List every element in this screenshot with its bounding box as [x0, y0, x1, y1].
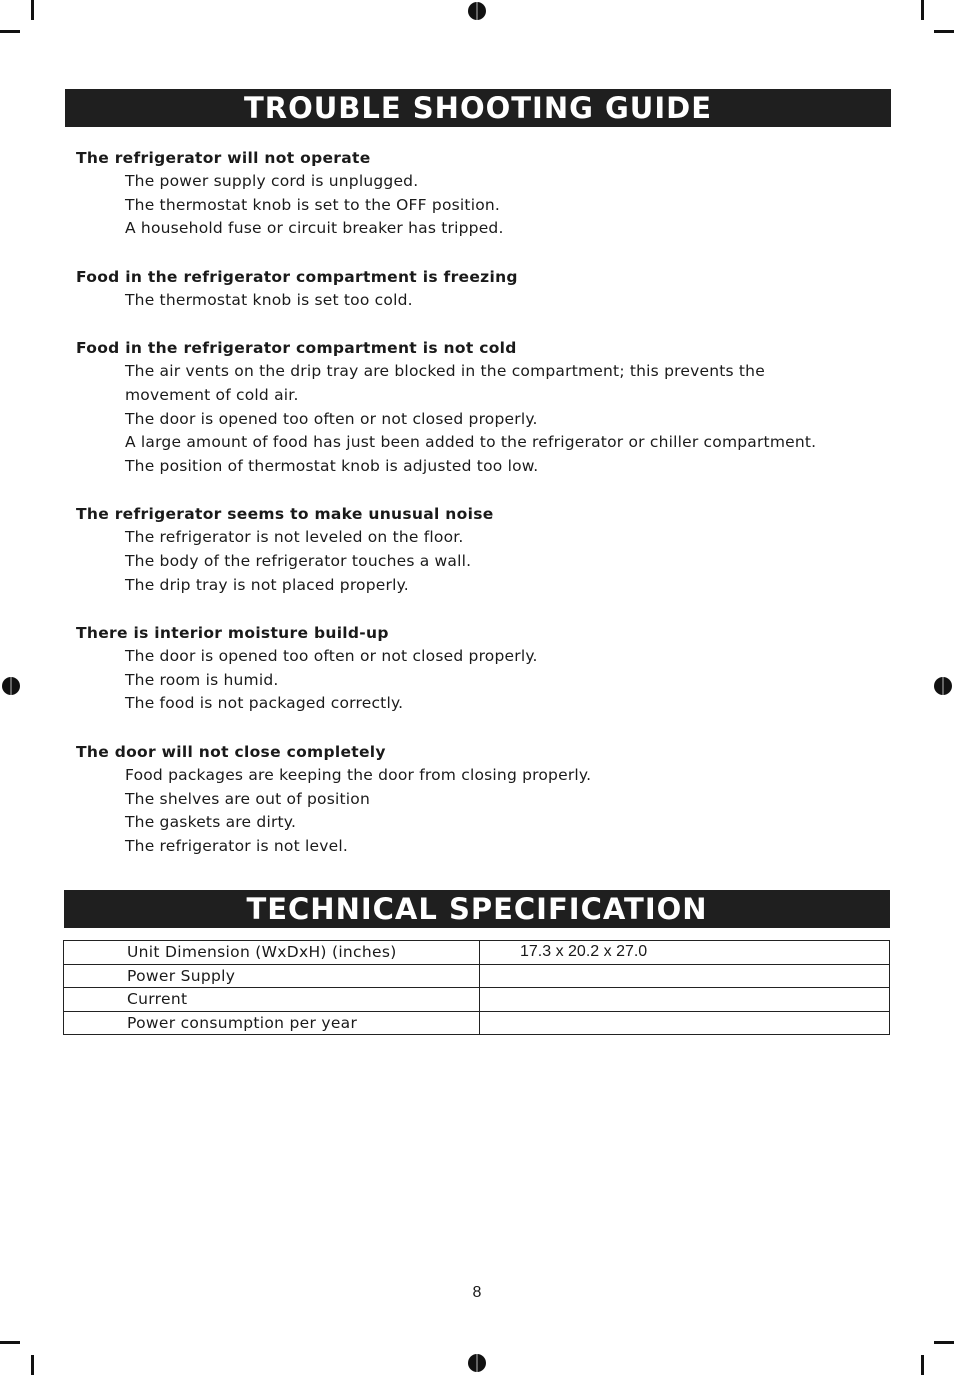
trouble-cause: The position of thermostat knob is adjusted too low. — [125, 456, 539, 475]
trouble-section — [76, 740, 896, 858]
trouble-cause: The door is opened too often or not closed properly. — [125, 647, 538, 666]
registration-mark-bottom — [468, 1354, 486, 1372]
spec-value — [480, 988, 890, 1012]
trouble-cause: The shelves are out of position — [125, 789, 370, 808]
trouble-cause: The refrigerator is not level. — [125, 836, 348, 855]
trouble-cause: The refrigerator is not leveled on the floor. — [125, 528, 464, 547]
page-number: 8 — [472, 1284, 482, 1301]
spec-label: Current — [64, 988, 480, 1012]
trouble-cause: The power supply cord is unplugged. — [125, 172, 419, 190]
spec-value — [480, 1011, 890, 1035]
troubleshooting-banner — [65, 89, 891, 127]
trouble-cause: The food is not packaged correctly. — [125, 694, 404, 713]
crop-mark-bottom-left-h — [0, 1341, 20, 1344]
trouble-heading: The refrigerator seems to make unusual noise — [76, 505, 494, 524]
trouble-section — [76, 265, 896, 313]
spec-row — [64, 1011, 890, 1035]
spec-label: Unit Dimension (WxDxH) (inches) — [64, 941, 480, 965]
trouble-cause: Food packages are keeping the door from closing properly. — [125, 765, 592, 784]
crop-mark-top-right-h — [934, 30, 954, 33]
spec-value: 17.3 x 20.2 x 27.0 — [480, 941, 890, 965]
trouble-heading: The door will not close completely — [76, 742, 386, 761]
spec-value — [480, 964, 890, 988]
registration-mark-right — [934, 677, 952, 695]
crop-mark-bottom-right-v — [921, 1355, 924, 1375]
crop-mark-top-right-v — [921, 0, 924, 20]
specification-table — [63, 940, 890, 1035]
trouble-section — [76, 146, 896, 241]
trouble-cause: The air vents on the drip tray are blocked in the compartment; this prevents the — [125, 362, 765, 381]
spec-label: Power consumption per year — [64, 1011, 480, 1035]
troubleshooting-title: TROUBLE SHOOTING GUIDE — [243, 91, 713, 125]
trouble-cause: A household fuse or circuit breaker has tripped. — [125, 219, 504, 238]
trouble-cause: movement of cold air. — [125, 385, 299, 404]
trouble-heading: Food in the refrigerator compartment is freezing — [76, 267, 518, 286]
trouble-heading: There is interior moisture build-up — [76, 624, 389, 643]
crop-mark-top-left-h — [0, 30, 20, 33]
trouble-section — [76, 502, 896, 597]
trouble-heading: Food in the refrigerator compartment is not cold — [76, 339, 517, 358]
specification-title: TECHNICAL SPECIFICATION — [246, 892, 708, 926]
trouble-cause: The gaskets are dirty. — [125, 813, 297, 832]
registration-mark-top — [468, 2, 486, 20]
spec-label: Power Supply — [64, 964, 480, 988]
trouble-cause: A large amount of food has just been added to the refrigerator or chiller compartment. — [125, 433, 817, 452]
troubleshooting-sections — [76, 146, 896, 882]
trouble-cause: The room is humid. — [125, 670, 279, 689]
crop-mark-bottom-left-v — [31, 1355, 34, 1375]
trouble-cause: The thermostat knob is set to the OFF position. — [125, 195, 501, 214]
trouble-cause: The drip tray is not placed properly. — [125, 575, 409, 594]
trouble-cause: The body of the refrigerator touches a wall. — [125, 551, 472, 570]
spec-row — [64, 941, 890, 965]
trouble-section — [76, 336, 896, 478]
trouble-heading: The refrigerator will not operate — [76, 149, 371, 167]
trouble-cause: The thermostat knob is set too cold. — [125, 290, 413, 309]
crop-mark-top-left-v — [31, 0, 34, 20]
trouble-section — [76, 621, 896, 716]
spec-row — [64, 964, 890, 988]
spec-row — [64, 988, 890, 1012]
specification-banner — [64, 890, 890, 928]
trouble-cause: The door is opened too often or not closed properly. — [125, 409, 538, 428]
crop-mark-bottom-right-h — [934, 1341, 954, 1344]
registration-mark-left — [2, 677, 20, 695]
